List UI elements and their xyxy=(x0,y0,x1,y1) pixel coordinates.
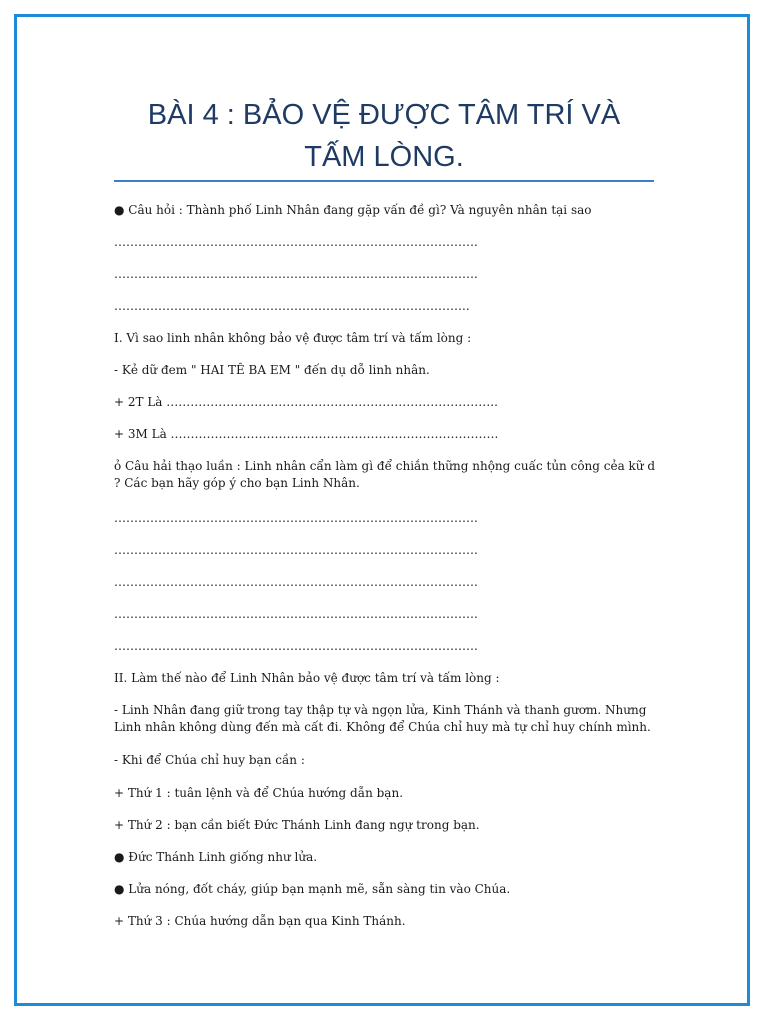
list-item: + Thứ 1 : tuân lệnh và để Chúa hướng dẫn bạn. xyxy=(114,786,404,800)
paragraph-block: - Linh Nhân đang giữ trong tay thập tự và ngọn lửa, Kinh Thánh và thanh gươm. Nhưng Linh nhân không dùng đến mà cất đi. Không để Chúa chỉ huy mà tự chỉ huy chính mình. xyxy=(114,703,651,734)
answer-blank-line: ………………………………………………………………………………. xyxy=(114,235,478,249)
section-heading-1: I. Vì sao linh nhân không bảo vệ được tâm trí và tấm lòng : xyxy=(114,331,472,345)
answer-blank-line: ………………………………………………………………………………. xyxy=(114,607,478,621)
section-heading-2: II. Làm thế nào để Linh Nhân bảo vệ được tâm trí và tấm lòng : xyxy=(114,671,500,685)
document-title: BÀI 4 : BẢO VỆ ĐƯỢC TÂM TRÍ VÀ TẤM LÒNG. xyxy=(147,99,621,173)
answer-blank-line: ………………………………………………………………………………. xyxy=(114,267,478,281)
answer-blank-line: ………………………………………………………………………………. xyxy=(114,575,478,589)
paragraph-line: - Khi để Chúa chỉ huy bạn cần : xyxy=(114,753,305,767)
question-line: ● Câu hỏi : Thành phố Linh Nhân đang gặp vấn đề gì? Và nguyên nhân tại sao xyxy=(114,203,592,217)
answer-blank-line: ………………………………………………………………………………. xyxy=(114,639,478,653)
bullet-item: ● Lửa nóng, đốt cháy, giúp bạn mạnh mẽ, sẵn sàng tin vào Chúa. xyxy=(114,882,511,896)
title-underline xyxy=(114,180,654,182)
list-item: + Thứ 3 : Chúa hướng dẫn bạn qua Kinh Thánh. xyxy=(114,914,406,928)
discussion-question: ỏ Câu hải thạo luần : Linh nhân cẩn làm gì để chiắn thững nhộng cuấc tủn công cẻa kữ d ? Các bạn hãy góp ý cho bạn Linh Nhân. xyxy=(114,459,656,490)
paragraph-line: - Kẻ dữ đem " HAI TÊ BA EM " đến dụ dỗ linh nhân. xyxy=(114,363,430,377)
answer-blank-line: ………………………………………………………………………………. xyxy=(114,511,478,525)
fill-in-2t: + 2T Là ……………………………………………………………………….. xyxy=(114,395,498,409)
bullet-item: ● Đức Thánh Linh giống như lửa. xyxy=(114,850,318,864)
list-item: + Thứ 2 : bạn cần biết Đức Thánh Linh đang ngự trong bạn. xyxy=(114,818,480,832)
answer-blank-line: ………………………………………………………………………………. xyxy=(114,543,478,557)
fill-in-3m: + 3M Là ………………………………………………………………………. xyxy=(114,427,499,441)
answer-blank-line: …………………………………………………………………………….. xyxy=(114,299,470,313)
